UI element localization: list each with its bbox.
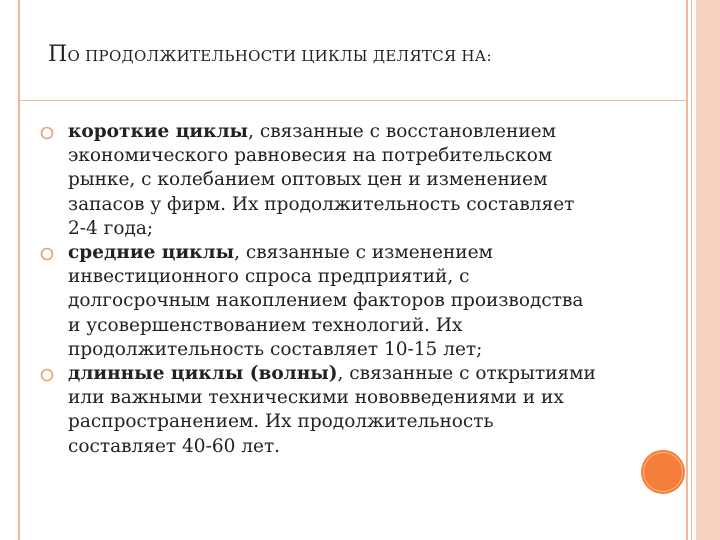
list-item: [38, 241, 638, 362]
bullet-list: [38, 120, 638, 459]
bullet-term: средние циклы: [68, 242, 235, 264]
bullet-text-line: рынке, с колебанием оптовых цен и изменением: [68, 169, 548, 191]
bullet-text-line: , связанные с открытиями: [337, 363, 596, 385]
bullet-text-line: запасов у фирм. Их продолжительность составляет: [68, 193, 575, 215]
frame-right-line-thin: [691, 0, 692, 540]
bullet-term: длинные циклы (волны): [68, 363, 338, 385]
title-initial: П: [48, 42, 68, 67]
title-rule: [20, 100, 686, 101]
ring-bullet-icon: [40, 126, 54, 140]
list-item: [38, 120, 638, 241]
title-colon: :: [486, 47, 492, 65]
bullet-text-line: долгосрочным накоплением факторов производства: [68, 290, 584, 312]
frame-right-band: [696, 0, 720, 540]
bullet-text-line: , связанные с восстановлением: [248, 121, 556, 142]
bullet-text-line: экономического равновесия на потребительском: [68, 145, 553, 167]
bullet-text-line: инвестиционного спроса предприятий, с: [68, 266, 470, 288]
frame-right-line: [686, 0, 688, 540]
bullet-text-line: или важными техническими нововведениями и их: [68, 387, 564, 409]
frame-left-line: [18, 0, 20, 540]
title-rest: О ПРОДОЛЖИТЕЛЬНОСТИ ЦИКЛЫ ДЕЛЯТСЯ НА: [67, 47, 487, 65]
bullet-text-line: 2-4 года;: [68, 217, 154, 239]
ring-bullet-icon: [40, 368, 54, 382]
bullet-text-line: составляет 40-60 лет.: [68, 435, 281, 457]
bullet-term: короткие циклы: [68, 121, 249, 142]
slide-title: [48, 42, 492, 67]
bullet-text-line: и усовершенствованием технологий. Их: [68, 314, 463, 336]
list-item: [38, 362, 638, 459]
bullet-text-line: , связанные с изменением: [234, 242, 493, 264]
bullet-text-line: распространением. Их продолжительность: [68, 411, 494, 433]
bullet-text-line: продолжительность составляет 10-15 лет;: [68, 338, 483, 360]
ring-bullet-icon: [40, 247, 54, 261]
orange-circle-icon: [641, 450, 685, 494]
